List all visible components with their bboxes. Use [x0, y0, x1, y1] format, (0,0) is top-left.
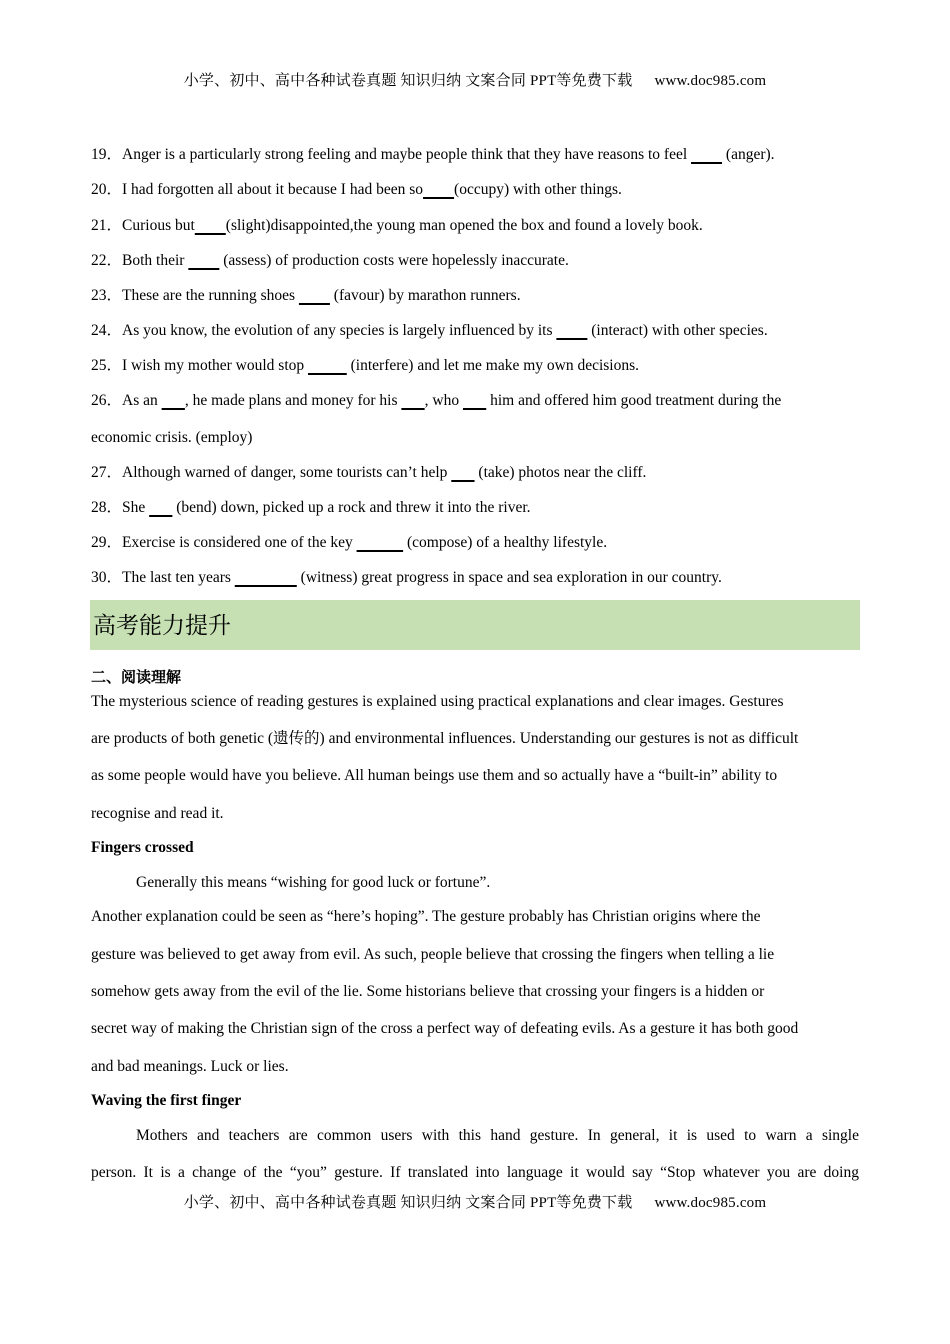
- answer-blank[interactable]: [195, 217, 226, 234]
- intro-line: are products of both genetic (遗传的) and environmental influences. Understanding our gestures is not as difficult: [91, 730, 799, 747]
- question-text: The last ten years: [122, 569, 235, 586]
- question-item: [91, 428, 859, 448]
- answer-blank[interactable]: [401, 392, 424, 409]
- question-text: Although warned of danger, some tourists can’t help: [122, 464, 452, 481]
- question-text: Both their: [122, 252, 189, 269]
- indent-line: Generally this means “wishing for good luck or fortune”.: [136, 874, 491, 891]
- intro-line: as some people would have you believe. All human beings use them and so actually have a “built-in” ability to: [91, 767, 778, 784]
- question-number: 28．: [91, 499, 123, 516]
- question-text: (witness) great progress in space and sea exploration in our country.: [296, 569, 722, 586]
- paragraph-line: and bad meanings. Luck or lies.: [91, 1058, 289, 1075]
- page-header: [0, 69, 950, 90]
- answer-blank[interactable]: [188, 252, 219, 269]
- question-number: 21．: [91, 217, 123, 234]
- question-text: him and offered him good treatment during the: [486, 392, 782, 409]
- answer-blank[interactable]: [162, 392, 185, 409]
- question-number: 30．: [91, 569, 123, 586]
- answer-blank[interactable]: [463, 392, 486, 409]
- question-text: Curious but: [122, 217, 195, 234]
- section-subtitle: 二、阅读理解: [91, 668, 182, 686]
- question-text: , who: [424, 392, 463, 409]
- question-item: [91, 286, 859, 306]
- question-item: [91, 180, 859, 200]
- question-text: She: [122, 499, 150, 516]
- question-text: As you know, the evolution of any species is largely influenced by its: [122, 322, 557, 339]
- heading-waving-finger: Waving the first finger: [91, 1092, 242, 1109]
- section-title: 高考能力提升: [93, 613, 231, 639]
- question-item: [91, 533, 859, 553]
- question-text: Exercise is considered one of the key: [122, 534, 357, 551]
- question-text: (slight)disappointed,the young man opened the box and found a lovely book.: [225, 217, 703, 234]
- question-number: 25．: [91, 357, 123, 374]
- paragraph-line: somehow gets away from the evil of the lie. Some historians believe that crossing your fingers is a hidden or: [91, 983, 765, 1000]
- question-number: 24．: [91, 322, 123, 339]
- answer-blank[interactable]: [308, 357, 347, 374]
- question-number: 22．: [91, 252, 123, 269]
- question-text: (interfere) and let me make my own decisions.: [346, 357, 640, 374]
- question-number: 20．: [91, 181, 123, 198]
- question-text: (compose) of a healthy lifestyle.: [403, 534, 608, 551]
- footer-text: 小学、初中、高中各种试卷真题 知识归纳 文案合同 PPT等免费下载: [183, 1195, 633, 1211]
- question-number: 23．: [91, 287, 123, 304]
- paragraph-line: secret way of making the Christian sign of the cross a perfect way of defeating evils. As a gesture it has both good: [91, 1020, 799, 1037]
- question-text: I wish my mother would stop: [122, 357, 309, 374]
- answer-blank[interactable]: [149, 499, 172, 516]
- question-text: (interact) with other species.: [587, 322, 768, 339]
- paragraph-line: Mothers and teachers are common users with this hand gesture. In general, it is used to warn a single: [136, 1127, 859, 1144]
- question-item: [91, 145, 859, 165]
- question-number: 26．: [91, 392, 123, 409]
- question-item: [91, 251, 859, 271]
- header-site-link[interactable]: www.doc985.com: [654, 73, 767, 89]
- answer-blank[interactable]: [556, 322, 587, 339]
- answer-blank[interactable]: [299, 287, 330, 304]
- question-text: , he made plans and money for his: [184, 392, 402, 409]
- answer-blank[interactable]: [451, 464, 474, 481]
- answer-blank[interactable]: [357, 534, 404, 551]
- question-text: (assess) of production costs were hopelessly inaccurate.: [219, 252, 569, 269]
- page-footer: [0, 1191, 950, 1212]
- question-text: I had forgotten all about it because I had been so: [122, 181, 424, 198]
- header-text: 小学、初中、高中各种试卷真题 知识归纳 文案合同 PPT等免费下载: [183, 73, 633, 89]
- question-number: 19．: [91, 146, 123, 163]
- question-text: (anger).: [722, 146, 775, 163]
- answer-blank[interactable]: [423, 181, 454, 198]
- paragraph-line: person. It is a change of the “you” gesture. If translated into language it would say “Stop whatever you are doing: [91, 1164, 859, 1181]
- question-text: economic crisis. (employ): [91, 429, 253, 446]
- answer-blank[interactable]: [235, 569, 297, 586]
- paragraph-line: gesture was believed to get away from evil. As such, people believe that crossing the fingers when telling a lie: [91, 946, 775, 963]
- question-item: [91, 391, 859, 411]
- question-number: 29．: [91, 534, 123, 551]
- intro-line: The mysterious science of reading gestures is explained using practical explanations and clear images. Gestures: [91, 693, 784, 710]
- question-text: These are the running shoes: [122, 287, 299, 304]
- question-text: As an: [122, 392, 162, 409]
- question-number: 27．: [91, 464, 123, 481]
- intro-line: recognise and read it.: [91, 805, 224, 822]
- question-item: [91, 321, 859, 341]
- question-item: [91, 498, 859, 518]
- question-text: (favour) by marathon runners.: [329, 287, 521, 304]
- question-item: [91, 463, 859, 483]
- paragraph-line: Another explanation could be seen as “here’s hoping”. The gesture probably has Christian origins where the: [91, 908, 761, 925]
- question-item: [91, 568, 859, 588]
- question-item: [91, 216, 859, 236]
- footer-site-link[interactable]: www.doc985.com: [654, 1195, 767, 1211]
- question-text: Anger is a particularly strong feeling and maybe people think that they have reasons to feel: [122, 146, 692, 163]
- heading-fingers-crossed: Fingers crossed: [91, 839, 194, 856]
- question-text: (bend) down, picked up a rock and threw it into the river.: [172, 499, 531, 516]
- question-text: (take) photos near the cliff.: [474, 464, 647, 481]
- answer-blank[interactable]: [691, 146, 722, 163]
- question-item: [91, 356, 859, 376]
- section-banner: [90, 600, 860, 650]
- question-text: (occupy) with other things.: [454, 181, 622, 198]
